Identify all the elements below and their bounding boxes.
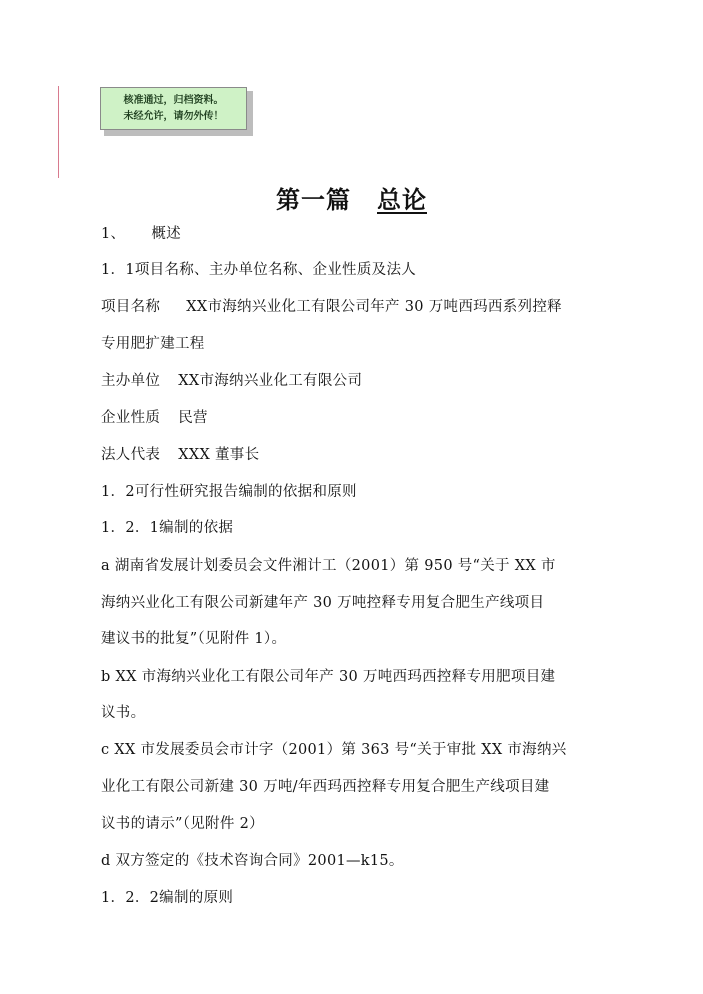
host-unit-value: XX市海纳兴业化工有限公司: [178, 373, 363, 389]
title-part-1: 第一篇: [276, 185, 351, 214]
enterprise-type-value: 民营: [178, 410, 208, 426]
stamp-line-1: 核准通过，归档资料。: [123, 94, 224, 106]
legal-rep-value: XXX 董事长: [178, 447, 260, 463]
subsection-1-2-2: 1．2．2编制的原则: [101, 890, 234, 906]
legal-rep-label: 法人代表: [101, 447, 161, 463]
section-title: 概述: [151, 226, 181, 242]
enterprise-type-label: 企业性质: [101, 410, 161, 426]
host-unit-row: [101, 369, 362, 390]
basis-item-a-line-2: 海纳兴业化工有限公司新建年产 30 万吨控释专用复合肥生产线项目: [101, 595, 545, 611]
subsection-1-2-1: 1．2．1编制的依据: [101, 520, 234, 536]
legal-rep-row: [101, 443, 259, 464]
project-name-continuation: 专用肥扩建工程: [101, 336, 205, 352]
section-1-heading: [101, 222, 181, 243]
project-name-row: [101, 295, 562, 316]
basis-item-c-line-3: 议书的请示”（见附件 2）: [101, 816, 264, 832]
basis-item-c-line-1: c XX 市发展委员会市计字（2001）第 363 号“关于审批 XX 市海纳兴: [101, 742, 567, 758]
basis-item-b-line-2: 议书。: [101, 705, 146, 721]
enterprise-type-row: [101, 406, 208, 427]
approval-stamp: [100, 87, 247, 130]
basis-item-d: d 双方签定的《技术咨询合同》2001—k15。: [101, 853, 404, 869]
host-unit-label: 主办单位: [101, 373, 161, 389]
title-part-2: 总论: [377, 185, 427, 214]
page-title: [0, 180, 703, 215]
basis-item-c-line-2: 业化工有限公司新建 30 万吨/年西玛西控释专用复合肥生产线项目建: [101, 779, 550, 795]
basis-item-a-line-1: a 湖南省发展计划委员会文件湘计工（2001）第 950 号“关于 XX 市: [101, 558, 556, 574]
basis-item-a-line-3: 建议书的批复”（见附件 1）。: [101, 631, 287, 647]
basis-item-b-line-1: b XX 市海纳兴业化工有限公司年产 30 万吨西玛西控释专用肥项目建: [101, 669, 556, 685]
project-name-value: XX市海纳兴业化工有限公司年产 30 万吨西玛西系列控释: [186, 299, 562, 315]
subsection-1-1: 1．1项目名称、主办单位名称、企业性质及法人: [101, 262, 417, 278]
margin-revision-mark: [58, 86, 59, 178]
stamp-line-2: 未经允许，请勿外传！: [123, 110, 224, 122]
subsection-1-2: 1．2可行性研究报告编制的依据和原则: [101, 484, 357, 500]
project-name-label: 项目名称: [101, 299, 161, 315]
section-number: 1、: [101, 226, 126, 242]
